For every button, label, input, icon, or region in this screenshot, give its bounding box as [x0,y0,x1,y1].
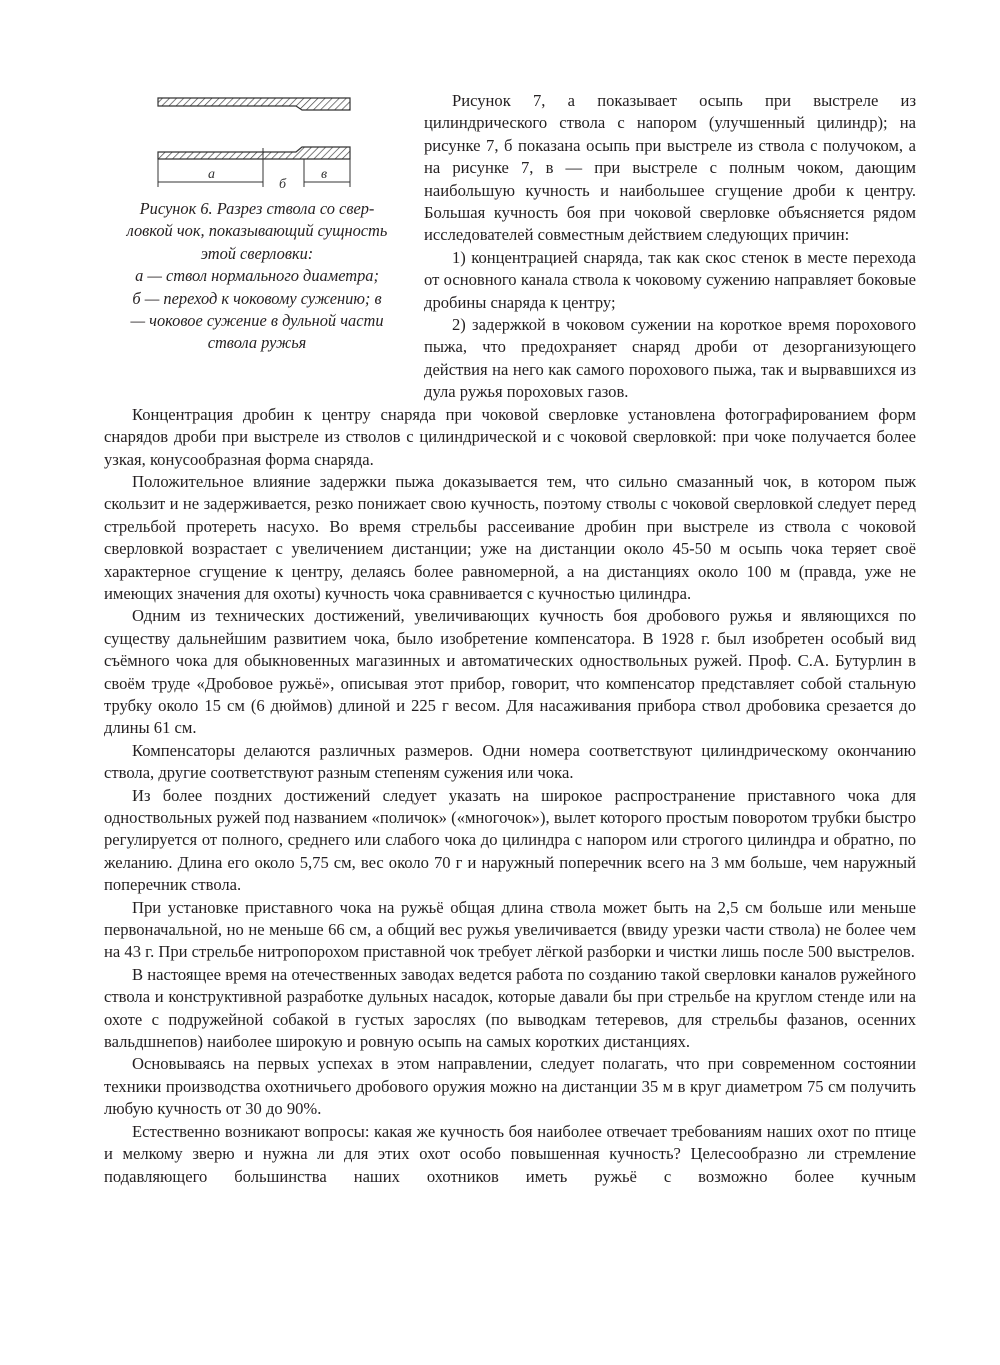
caption-line: а — ствол нормального диаметра; [135,266,379,286]
label-a: а [208,167,215,182]
caption-line: ловкой чок, показывающий сущность [126,221,388,241]
figure-6 [104,90,410,402]
paragraph: Одним из технических достижений, увеличивающих кучность боя дробового ружья и являющихся по существу дальнейшим развитием чока, было изобретение компенсатора. В 1928 г. был изобретен особый вид съёмного чока для обыкновенных магазинных и автоматических одноствольных ружей. Проф. С.А. Бутурлин в своём труде «Дробовое ружьё», описывая этот прибор, говорит, что компенсатор представляет собой стальную трубку около 15 см (6 дюймов) длиной и 225 г весом. Для насаживания прибора ствол дробовика срезается до длины 61 см. [104,606,916,738]
paragraph: При установке приставного чока на ружьё общая длина ствола может быть на 2,5 см больше или меньше первоначальной, но не меньше 66 см, а общий вес ружья увеличивается (ввиду урезки части ствола) не более чем на 43 г. При стрельбе нитропорохом приставной чок требует лёгкой разборки и чистки лишь после 500 выстрелов. [104,897,916,962]
label-v: в [321,167,328,182]
paragraph: 2) задержкой в чоковом сужении на короткое время порохового пыжа, что предохраняет снаряд дроби от дезорганизующего действия на него как самого порохового пыжа, так и вырвавшихся из дула ружья пороховых газов. [424,315,916,402]
barrel-choke [158,147,350,159]
caption-line: — чоковое сужение в дульной части [130,311,384,331]
barrel-section-diagram [156,90,356,190]
figure-caption [104,198,410,355]
caption-line: Рисунок 6. Разрез ствола со свер- [139,199,375,218]
paragraph: Положительное влияние задержки пыжа доказывается тем, что сильно смазанный чок, в котором пыж скользит и не задерживается, резко понижает свою кучность, поэтому стволы с чоковой сверловкой следует перед стрельбой протереть насухо. Во время стрельбы рассеивание дробин при выстреле из ствола с чоковой сверловкой возрастает с увеличением дистанции; уже на дистанции около 45-50 м осыпь чока теряет своё характерное сгущение к центру, делаясь более равномерной, а на дистанциях около 100 м (правда, уже не имеющих значения для охоты) кучность чока сравнивается с кучностью цилиндра. [104,471,916,603]
paragraph: Компенсаторы делаются различных размеров. Одни номера соответствуют цилиндрическому окончанию ствола, другие соответствуют разным степеням сужения или чока. [104,740,916,783]
body-text [104,90,916,1188]
label-b: б [279,177,287,190]
paragraph: Основываясь на первых успехах в этом направлении, следует полагать, что при современном состоянии техники производства охотничьего дробового оружия можно на дистанции 35 м в круг диаметром 75 см получить любую кучность от 30 до 90%. [104,1054,916,1119]
caption-line: этой сверловки: [200,243,314,263]
caption-line: б — переход к чоковому сужению; в [132,288,382,308]
barrel-normal [158,98,350,110]
paragraph: Из более поздних достижений следует указать на широкое распространение приставного чока для одноствольных ружей под названием «поличок» («многочок»), вылет которого простым поворотом трубки быстро регулируется от полного, среднего или слабого чока до цилиндра с напором или строгого цилиндра и обратно, по желанию. Длина его около 5,75 см, вес около 70 г и наружный поперечник всего на 3 мм больше, чем наружный поперечник ствола. [104,785,916,895]
paragraph: В настоящее время на отечественных заводах ведется работа по созданию такой сверловки каналов ружейного ствола и конструктивной разработке дульных насадок, которые давали бы при стрельбе на круглом стенде или на охоте с подружейной собакой в густых зарослях (по выводкам тетеревов, для стрельбы фазанов, осенних вальдшнепов) наиболее широкую и ровную осыпь на самых коротких дистанциях. [104,964,916,1052]
paragraph: Естественно возникают вопросы: какая же кучность боя наиболее отвечает требованиям наших охот по птице и мелкому зверю и нужна ли для этих охот особо повышенная кучность? Целесообразно ли стремление подавляющего большинства наших охотников иметь ружьё с возможно более кучным [104,1121,916,1186]
paragraph: 1) концентрацией снаряда, так как скос стенок в месте перехода от основного канала ствола к чоковому сужению направляет боковые дробины снаряда к центру; [424,247,916,312]
paragraph: Рисунок 7, а показывает осыпь при выстреле из цилиндрического ствола с напором (улучшенный цилиндр); на рисунке 7, б показана осыпь при выстреле из ствола с получоком, а на рисунке 7, в — при выстреле с полным чоком, дающим наибольшую кучность и наибольшее сгущение дроби к центру. Большая кучность боя при чоковой сверловке объясняется рядом исследователей совместным действием следующих причин: [424,91,916,245]
caption-line: ствола ружья [207,333,307,353]
paragraph: Концентрация дробин к центру снаряда при чоковой сверловке установлена фотографированием форм снарядов дроби при выстреле из стволов с цилиндрической и с чоковой сверловкой: при чоке получается более узкая, конусообразная форма снаряда. [104,404,916,469]
